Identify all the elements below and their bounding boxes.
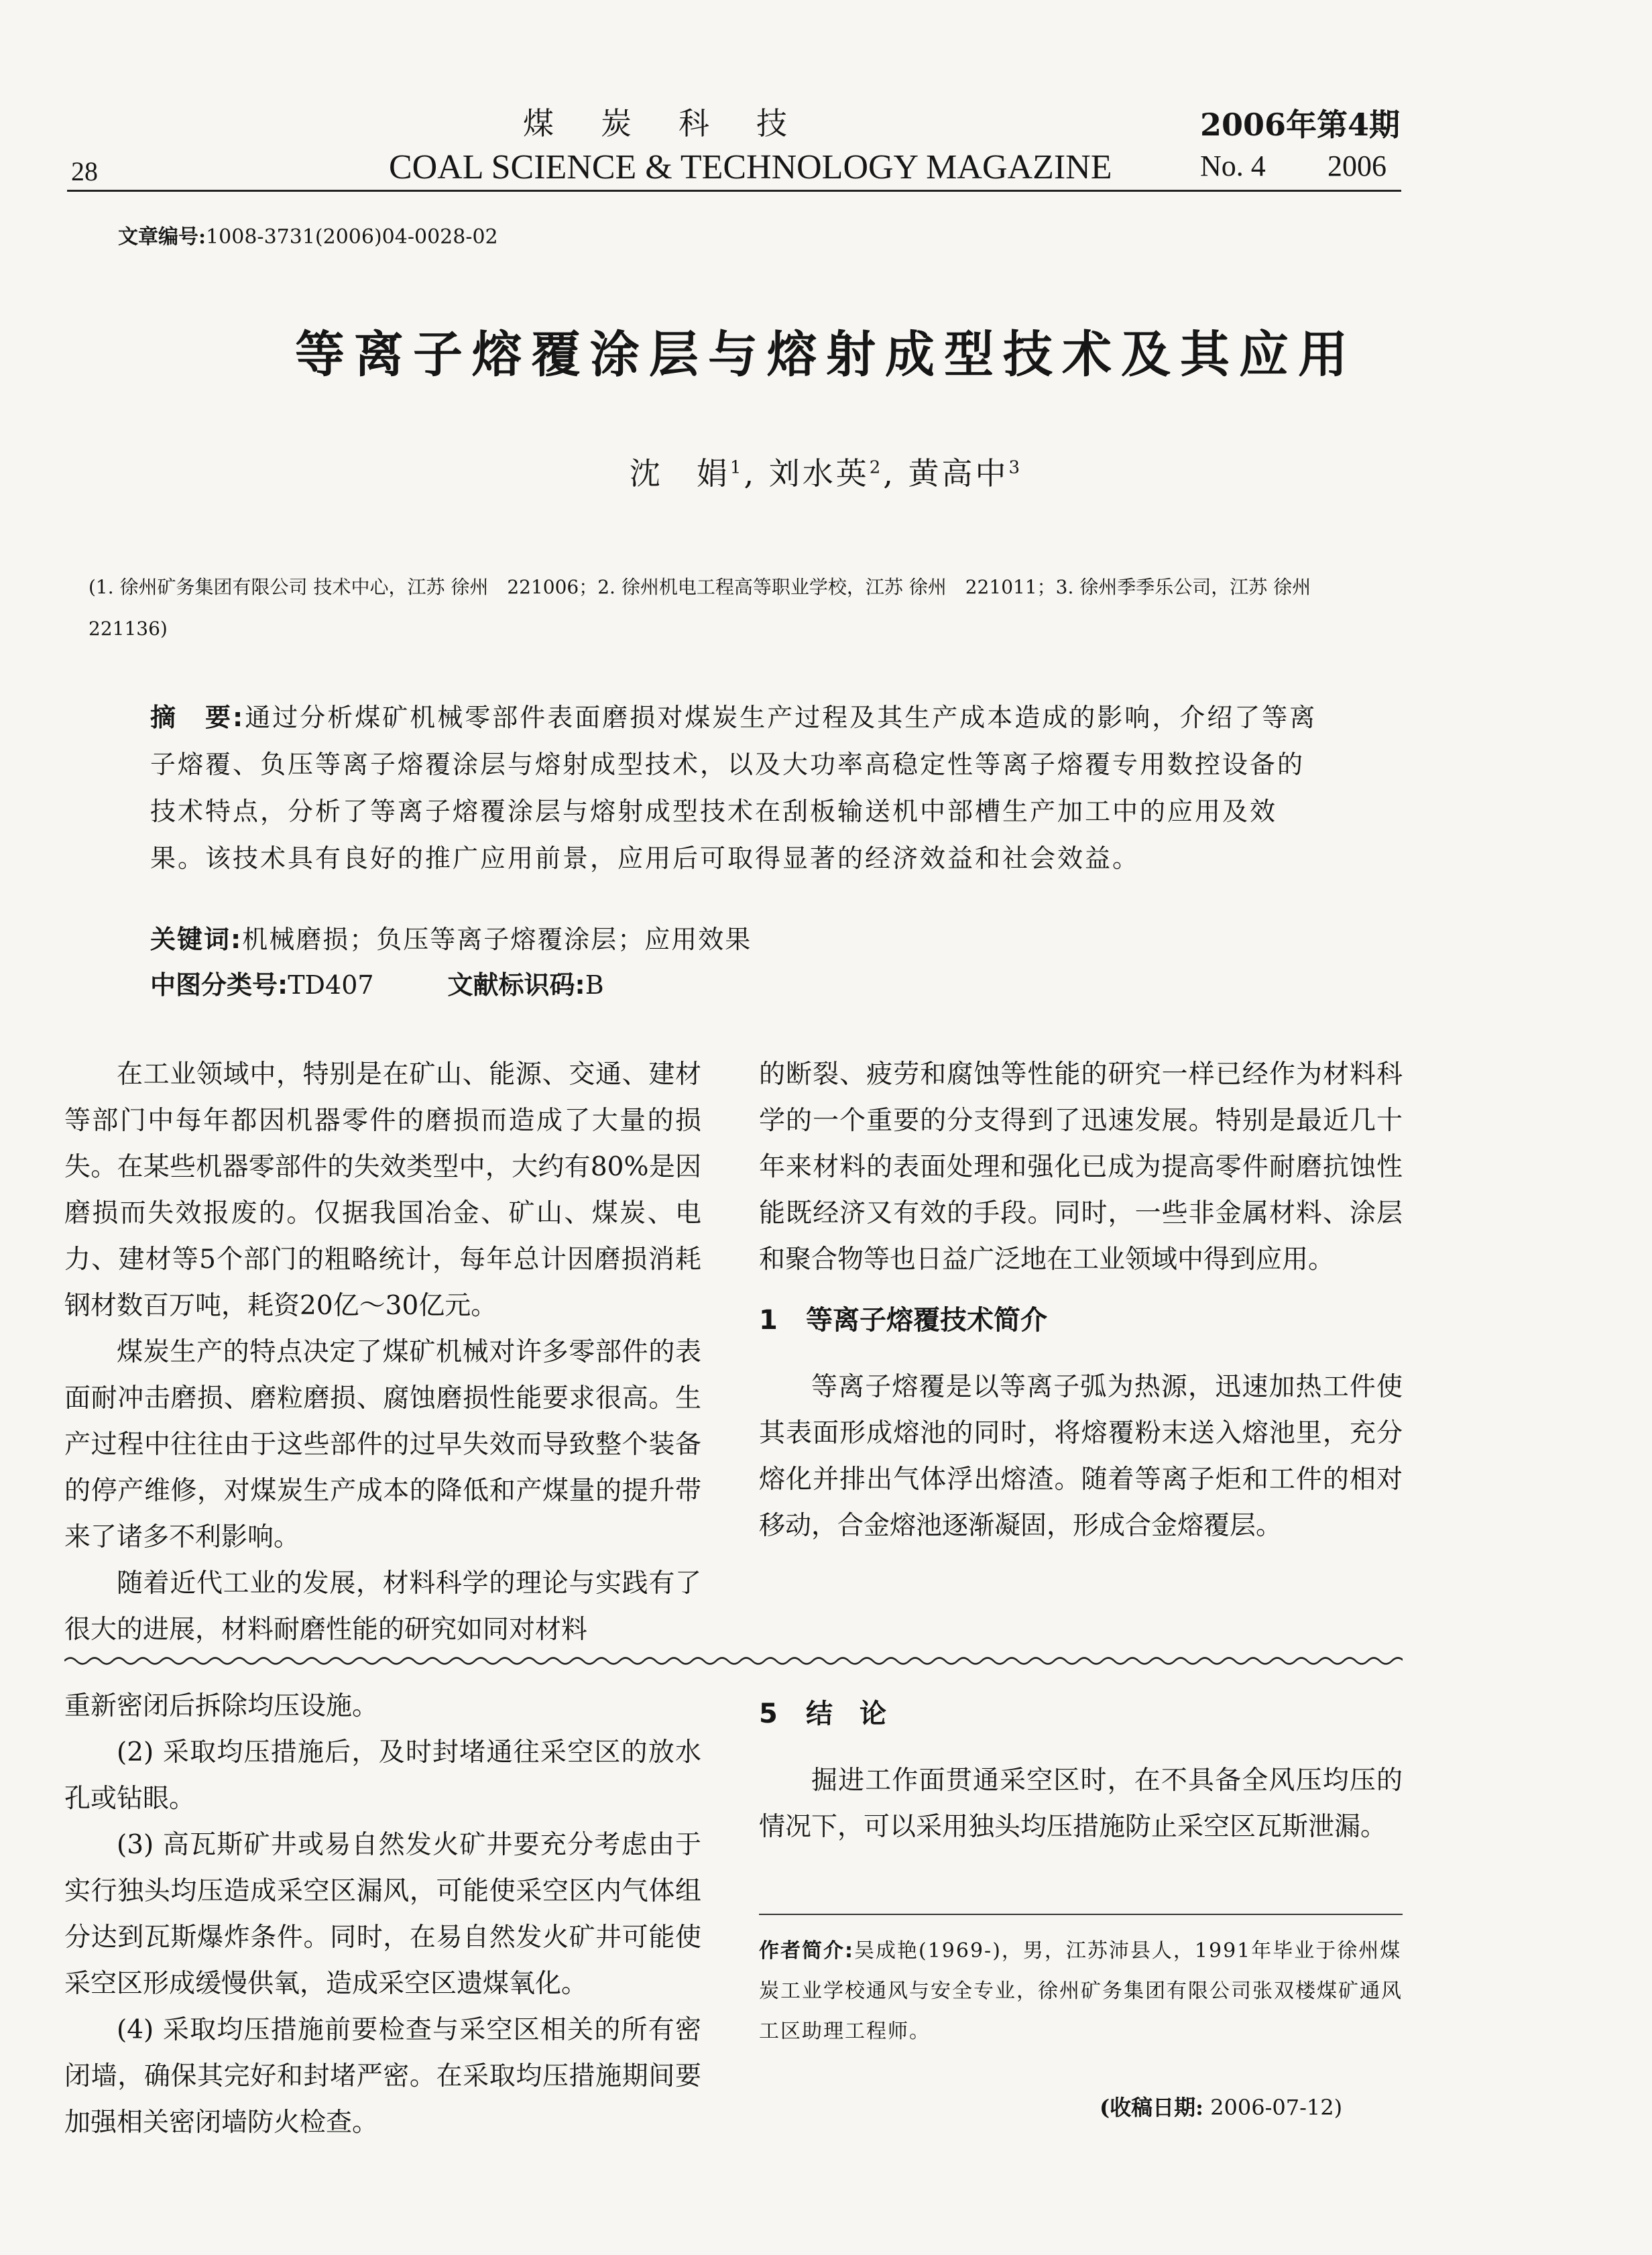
abstract (150, 694, 1330, 882)
section-heading (759, 1691, 1403, 1737)
journal-name-en: COAL SCIENCE & TECHNOLOGY MAGAZINE (389, 148, 1112, 186)
article-number-label: 文章编号: (118, 225, 206, 249)
body-left-column (64, 1051, 701, 1653)
affiliations: (1. 徐州矿务集团有限公司 技术中心，江苏 徐州 221006；2. 徐州机电工程高等职业学校，江苏 徐州 221011；3. 徐州季季乐公司，江苏 徐州 221136) (88, 576, 1330, 640)
doc-code-value: B (585, 970, 604, 1000)
keywords-label: 关键词: (150, 925, 243, 954)
received-date (1100, 2091, 1342, 2122)
section-number: 1 (759, 1305, 778, 1336)
author-name: 沈 娟 (629, 455, 730, 492)
keywords-text: 机械磨损；负压等离子熔覆涂层；应用效果 (242, 925, 752, 954)
issue-en: No. 4 (1200, 150, 1266, 182)
article-number (118, 220, 498, 249)
abstract-label: 摘 要: (150, 703, 245, 732)
bio-rule (759, 1914, 1403, 1915)
body-paragraph: 重新密闭后拆除均压设施。 (64, 1691, 379, 1721)
bio-text: 吴成艳(1969-)，男，江苏沛县人，1991年毕业于徐州煤炭工业学校通风与安全专业，徐州矿务集团有限公司张双楼煤矿通风工区助理工程师。 (759, 1939, 1403, 2043)
bio-label: 作者简介: (759, 1939, 854, 1963)
journal-name-cn: 煤炭科技 (523, 105, 834, 141)
received-value: 2006-07-12) (1210, 2095, 1343, 2120)
author-affil-mark: 1 (729, 457, 744, 478)
section-heading (759, 1297, 1403, 1344)
author-affil-mark: 2 (869, 457, 884, 478)
author-name: 黄高中 (908, 455, 1009, 492)
author-affil-mark: 3 (1008, 457, 1023, 478)
abstract-text: 通过分析煤矿机械零部件表面磨损对煤炭生产过程及其生产成本造成的影响，介绍了等离子熔覆、负压等离子熔覆涂层与熔射成型技术，以及大功率高稳定性等离子熔覆专用数控设备的技术特点，分析了等离子熔覆涂层与熔射成型技术在刮板输送机中部槽生产加工中的应用及效果。该技术具有良好的推广应用前景，应用后可取得显著的经济效益和社会效益。 (150, 703, 1317, 873)
classification (150, 964, 604, 1001)
section-title: 等离子熔覆技术简介 (806, 1305, 1047, 1336)
author-list: 沈 娟$^1$, 刘水英$^2$, 黄高中$^3$ (629, 455, 1023, 492)
wavy-separator (64, 1654, 1403, 1668)
section-number: 5 (759, 1698, 778, 1729)
prev-article-right-column (759, 1676, 1403, 1850)
body-paragraph: 在工业领域中，特别是在矿山、能源、交通、建材等部门中每年都因机器零件的磨损而造成了大量的损失。在某些机器零部件的失效类型中，大约有80%是因磨损而失效报废的。仅据我国冶金、矿山、煤炭、电力、建材等5个部门的粗略统计，每年总计因磨损消耗钢材数百万吨，耗资20亿～30亿元。 (64, 1059, 701, 1321)
article-title: 等离子熔覆涂层与熔射成型技术及其应用 (295, 326, 1357, 384)
body-paragraph: 等离子熔覆是以等离子弧为热源，迅速加热工件使其表面形成熔池的同时，将熔覆粉末送入熔池里，充分熔化并排出气体浮出熔渣。随着等离子炬和工件的相对移动，合金熔池逐渐凝固，形成合金熔覆层。 (759, 1372, 1403, 1541)
body-paragraph: 煤炭生产的特点决定了煤矿机械对许多零部件的表面耐冲击磨损、磨粒磨损、腐蚀磨损性能要求很高。生产过程中往往由于这些部件的过早失效而导致整个装备的停产维修，对煤炭生产成本的降低和产煤量的提升带来了诸多不利影响。 (64, 1337, 701, 1552)
section-title: 结 论 (806, 1698, 886, 1729)
body-right-column (759, 1051, 1403, 1549)
doc-code-label: 文献标识码: (447, 970, 585, 1000)
page-number: 28 (71, 156, 98, 186)
issue-cn: 2006年第4期 (1200, 107, 1401, 143)
body-paragraph: 的断裂、疲劳和腐蚀等性能的研究一样已经作为材料科学的一个重要的分支得到了迅速发展。特别是最近几十年来材料的表面处理和强化已成为提高零件耐磨抗蚀性能既经济又有效的手段。同时，一些非金属材料、涂层和聚合物等也日益广泛地在工业领域中得到应用。 (759, 1059, 1403, 1275)
body-paragraph: (4) 采取均压措施前要检查与采空区相关的所有密闭墙，确保其完好和封堵严密。在采取均压措施期间要加强相关密闭墙防火检查。 (64, 2015, 701, 2138)
author-bio (759, 1931, 1403, 2052)
clc-label: 中图分类号: (150, 970, 288, 1000)
prev-article-left-column (64, 1683, 701, 2146)
keywords (150, 919, 752, 956)
author-name: 刘水英 (768, 455, 870, 492)
body-paragraph: 掘进工作面贯通采空区时，在不具备全风压均压的情况下，可以采用独头均压措施防止采空区瓦斯泄漏。 (759, 1766, 1403, 1842)
clc-value: TD407 (288, 970, 374, 1000)
body-paragraph: (2) 采取均压措施后，及时封堵通往采空区的放水孔或钻眼。 (64, 1737, 701, 1814)
header-rule (67, 190, 1401, 192)
issue-year: 2006 (1328, 150, 1386, 182)
body-paragraph: (3) 高瓦斯矿井或易自然发火矿井要充分考虑由于实行独头均压造成采空区漏风，可能使采空区内气体组分达到瓦斯爆炸条件。同时，在易自然发火矿井可能使采空区形成缓慢供氧，造成采空区遗煤氧化。 (64, 1830, 701, 1999)
article-number-value: 1008-3731(2006)04-0028-02 (206, 225, 498, 249)
received-label: (收稿日期: (1100, 2095, 1203, 2120)
body-paragraph: 随着近代工业的发展，材料科学的理论与实践有了很大的进展，材料耐磨性能的研究如同对材料 (64, 1568, 701, 1645)
